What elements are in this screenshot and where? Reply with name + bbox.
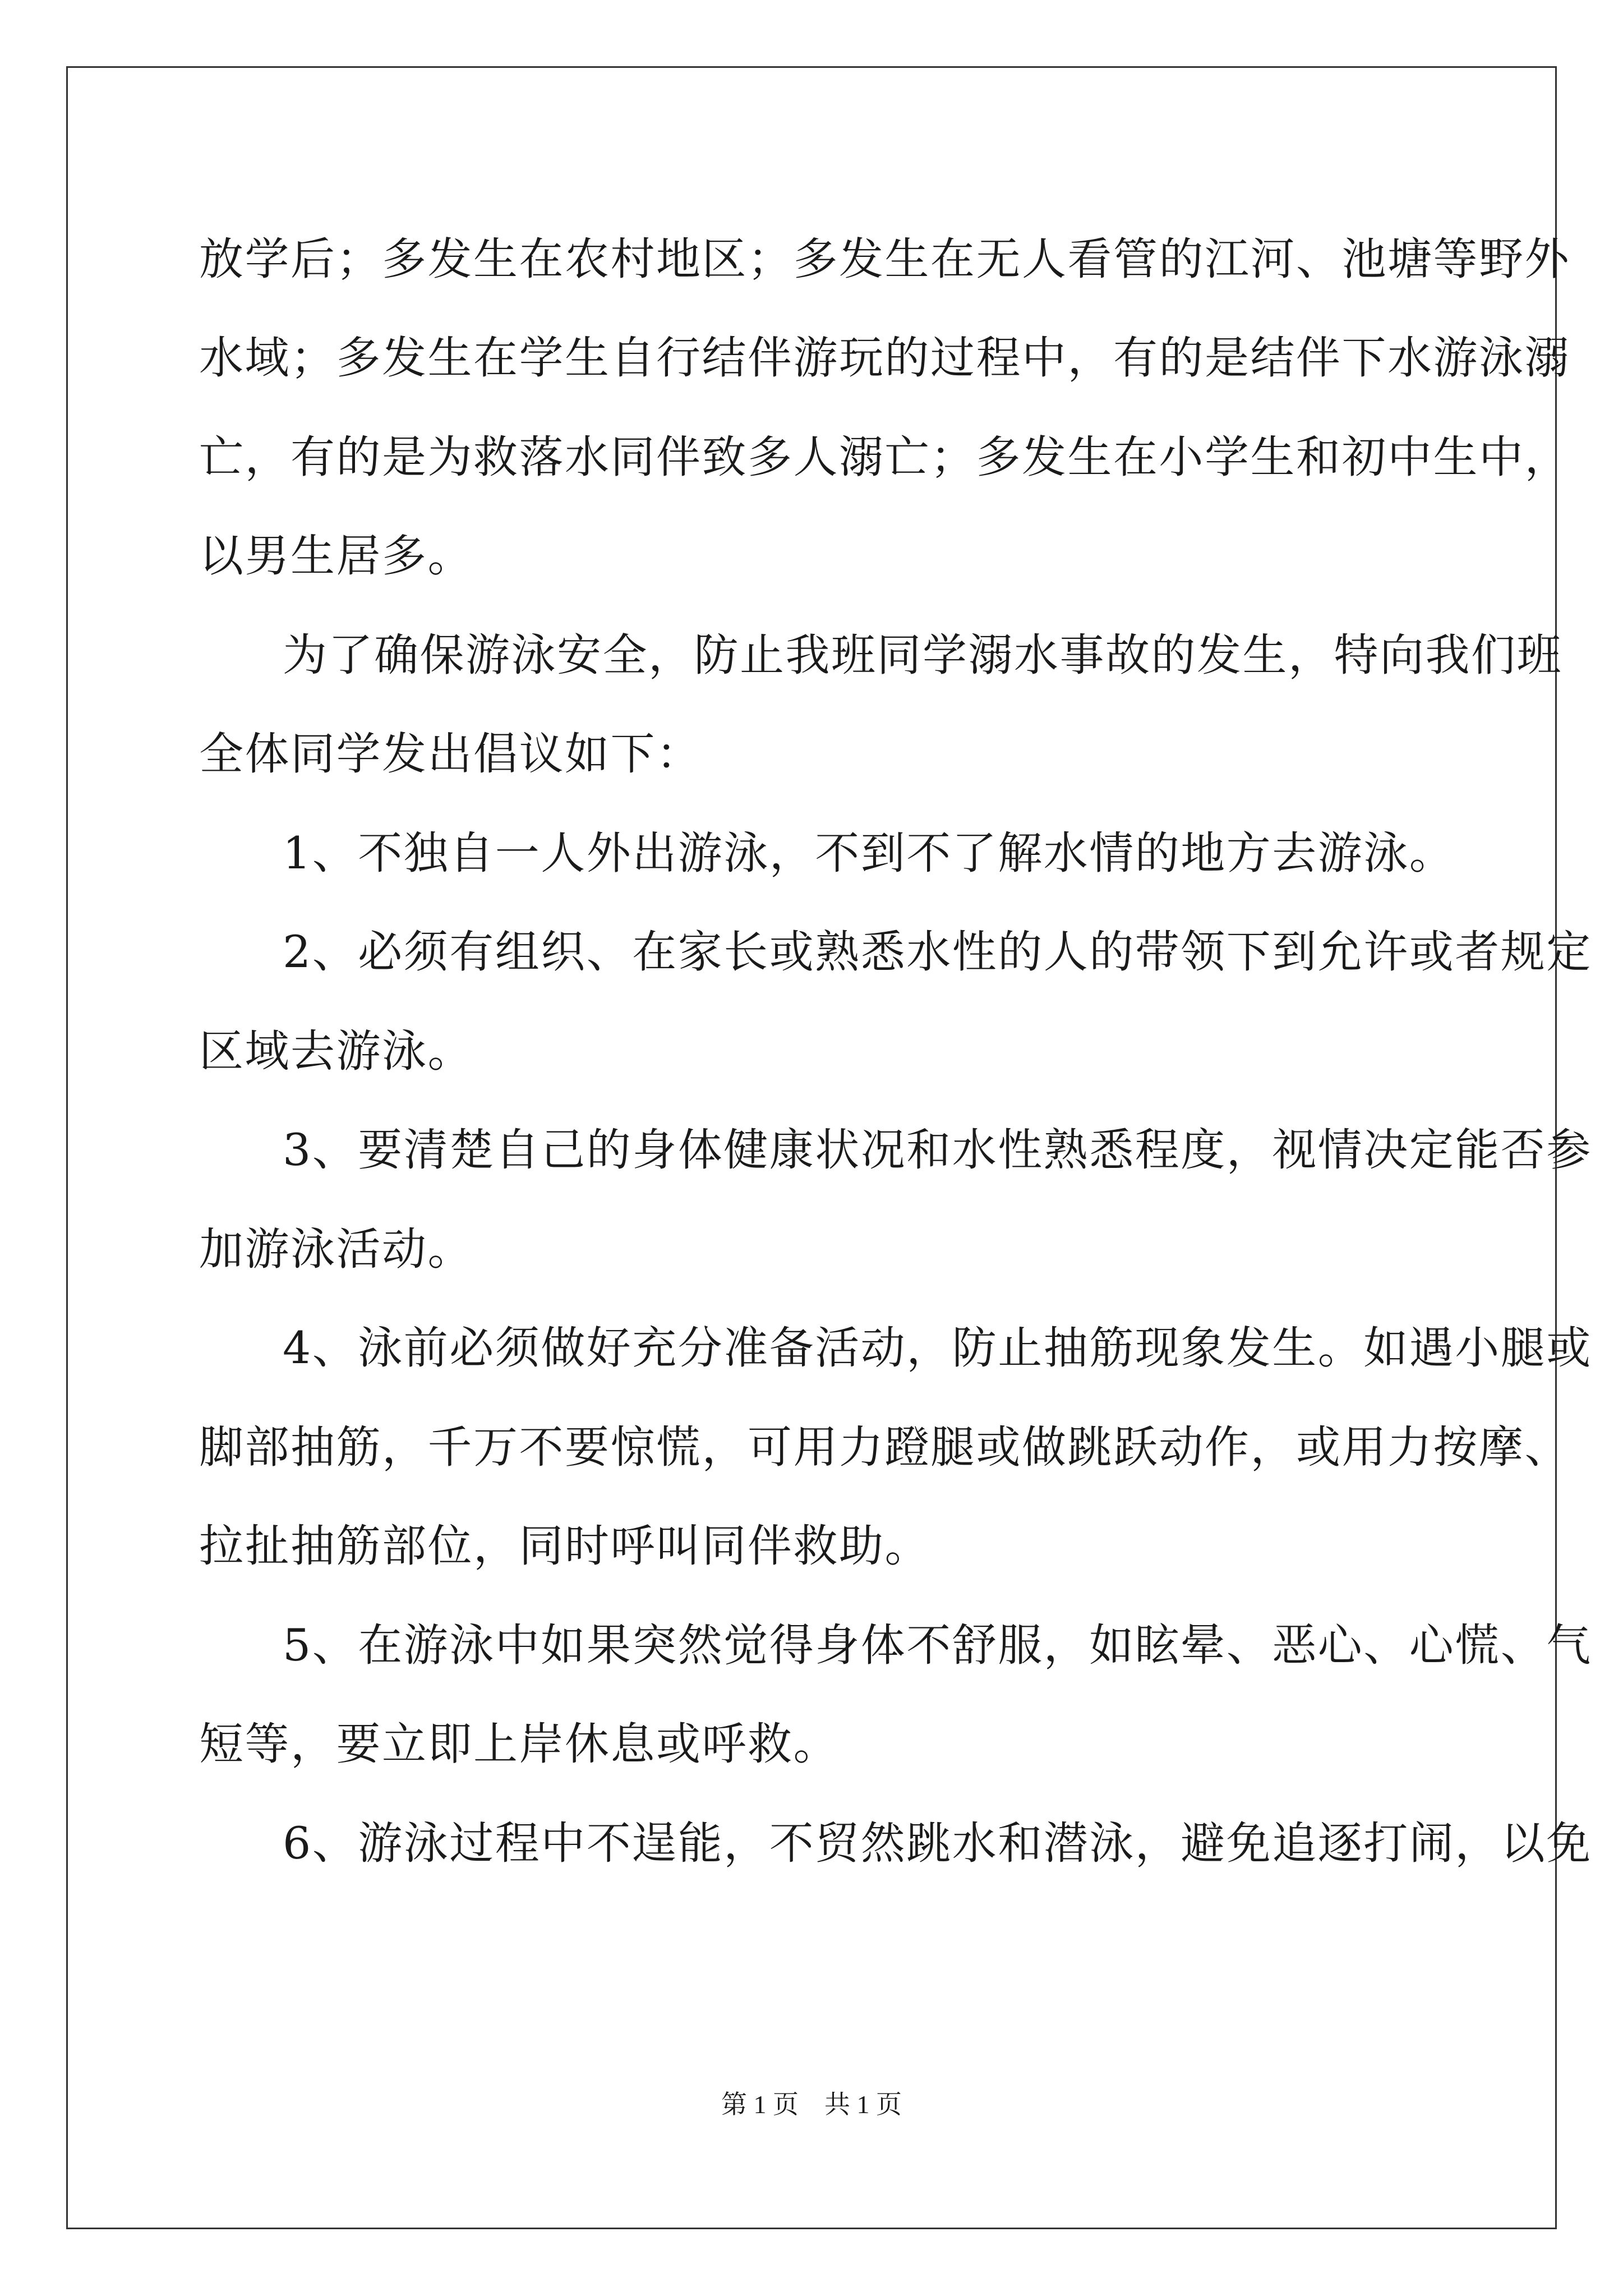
text-line: 加游泳活动。 (199, 1223, 473, 1275)
text-line: 脚部抽筋，千万不要惊慌，可用力蹬腿或做跳跃动作，或用力按摩、 (199, 1421, 1570, 1473)
text-line: 以男生居多。 (199, 530, 473, 582)
text-line: 3、要清楚自己的身体健康状况和水性熟悉程度，视情决定能否参 (283, 1124, 1592, 1176)
page-number-label: 第 1 页 共 1 页 (721, 2090, 902, 2119)
text-line: 1、不独自一人外出游泳，不到不了解水情的地方去游泳。 (283, 827, 1455, 879)
text-line: 放学后；多发生在农村地区；多发生在无人看管的江河、池塘等野外 (199, 233, 1570, 285)
text-line: 水域；多发生在学生自行结伴游玩的过程中，有的是结伴下水游泳溺 (199, 332, 1570, 384)
text-line: 5、在游泳中如果突然觉得身体不舒服，如眩晕、恶心、心慌、气 (283, 1619, 1592, 1671)
text-line: 区域去游泳。 (199, 1025, 473, 1077)
text-line: 短等，要立即上岸休息或呼救。 (199, 1718, 839, 1770)
text-line: 4、泳前必须做好充分准备活动，防止抽筋现象发生。如遇小腿或 (283, 1322, 1592, 1374)
text-line: 6、游泳过程中不逞能，不贸然跳水和潜泳，避免追逐打闹，以免 (283, 1818, 1592, 1869)
text-line: 拉扯抽筋部位，同时呼叫同伴救助。 (199, 1520, 930, 1572)
text-line: 亡，有的是为救落水同伴致多人溺亡；多发生在小学生和初中生中， (199, 431, 1570, 483)
page-footer (0, 2088, 1623, 2122)
text-line: 为了确保游泳安全，防止我班同学溺水事故的发生，特向我们班 (283, 629, 1562, 681)
text-line: 全体同学发出倡议如下： (199, 728, 702, 780)
text-line: 2、必须有组织、在家长或熟悉水性的人的带领下到允许或者规定 (283, 926, 1592, 978)
